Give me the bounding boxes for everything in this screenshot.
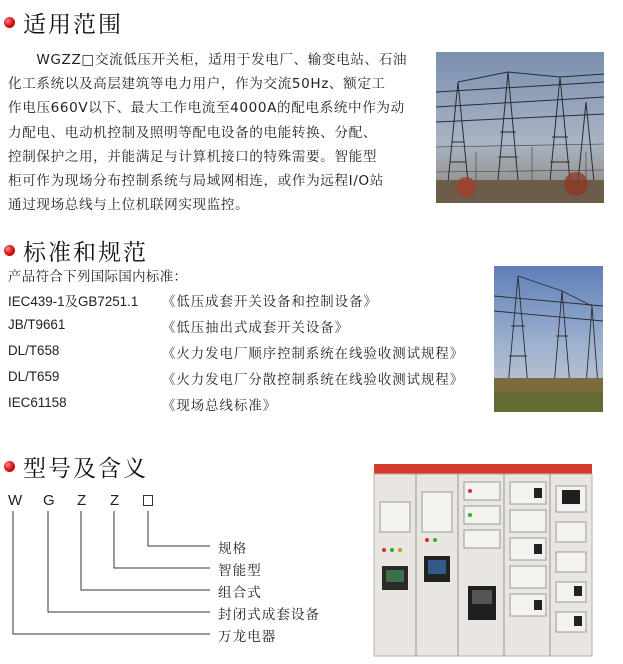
meaning-label: 智能型 <box>218 563 262 579</box>
meaning-label: 规格 <box>218 541 248 557</box>
standard-title: 《火力发电厂顺序控制系统在线验收测试规程》 <box>162 347 465 362</box>
standard-code: DL/T659 <box>8 369 60 384</box>
paragraph-line: 控制保护之用，并能满足与计算机接口的特殊需要。智能型 <box>8 148 378 165</box>
paragraph-line: WGZZ□交流低压开关柜，适用于发电厂、输变电站、石油 <box>8 52 408 68</box>
paragraph-line: 通过现场总线与上位机联网实现监控。 <box>8 197 250 214</box>
standard-title: 《低压抽出式成套开关设备》 <box>162 321 350 336</box>
standard-title: 《现场总线标准》 <box>162 399 278 414</box>
model-letter-g: G <box>43 492 55 509</box>
meaning-label: 组合式 <box>218 585 262 601</box>
switchgear-cabinet-photo <box>370 462 596 658</box>
paragraph-line: 柜可作为现场分布控制系统与局域网相连，或作为远程I/O站 <box>8 172 384 189</box>
heading-text: 标准和规范 <box>23 240 148 266</box>
model-letter-z: Z <box>77 492 87 509</box>
model-letter-w: W <box>8 492 23 509</box>
standard-code: IEC439-1及GB7251.1 <box>8 294 139 309</box>
paragraph-line: 作电压660V以下、最大工作电流至4000A的配电系统中作为动 <box>8 100 405 117</box>
heading-text: 型号及含义 <box>23 456 148 482</box>
paragraph-line: 力配电、电动机控制及照明等配电设备的电能转换、分配、 <box>8 124 378 141</box>
meaning-label: 万龙电器 <box>218 629 277 645</box>
meaning-label: 封闭式成套设备 <box>218 607 321 623</box>
standard-code: JB/T9661 <box>8 317 66 332</box>
heading-text: 适用范围 <box>23 12 123 38</box>
standard-title: 《火力发电厂分散控制系统在线验收测试规程》 <box>162 373 465 388</box>
standard-title: 《低压成套开关设备和控制设备》 <box>162 295 378 310</box>
paragraph-line: 化工系统以及高层建筑等电力用户，作为交流50Hz、额定工 <box>8 76 386 93</box>
standard-code: DL/T658 <box>8 343 60 358</box>
standard-code: IEC61158 <box>8 395 67 410</box>
standards-intro: 产品符合下列国际国内标准： <box>8 270 188 285</box>
model-letter-z: Z <box>110 492 120 509</box>
